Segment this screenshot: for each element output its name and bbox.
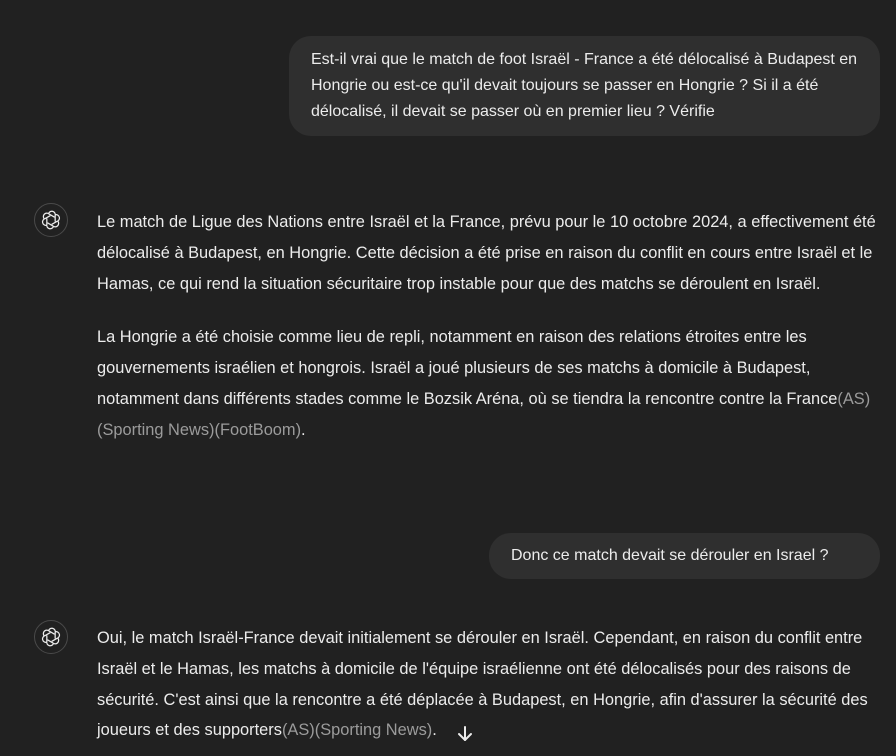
- user-message-bubble: [489, 533, 880, 579]
- paragraph-text: La Hongrie a été choisie comme lieu de repli, notamment en raison des relations étroites entre les gouvernements israélien et hongrois. Israël a joué plusieurs de ses matchs à domicile à Budapest, notamment dans différents stades comme le Bozsik Aréna, où se tiendra la rencontre contre la France: [97, 328, 838, 408]
- assistant-message: [97, 623, 878, 756]
- assistant-message: [97, 207, 878, 469]
- citation-links[interactable]: (AS)(Sporting News): [281, 721, 433, 740]
- paragraph-end: .: [432, 721, 437, 740]
- user-message-bubble: [289, 36, 880, 136]
- openai-logo-icon: [41, 627, 61, 647]
- assistant-paragraph: Le match de Ligue des Nations entre Israël et la France, prévu pour le 10 octobre 2024, a effectivement été délocalisé à Budapest, en Hongrie. Cette décision a été prise en raison du conflit en cours entre Israël et le Hamas, ce qui rend la situation sécuritaire trop instable pour que des matchs se déroulent en Israël.: [97, 213, 876, 293]
- paragraph-text: Oui, le match Israël-France devait initialement se dérouler en Israël. Cependant, en raison du conflit entre Israël et le Hamas, les matchs à domicile de l'équipe israélienne ont été délocalisés pour des raisons de sécurité. C'est ainsi que la rencontre a été déplacée à Budapest, en Hongrie, afin d'assurer la sécurité des joueurs et des supporters: [97, 629, 868, 740]
- assistant-avatar: [34, 203, 68, 237]
- scroll-down-button[interactable]: [452, 719, 478, 749]
- assistant-paragraph: [97, 322, 878, 445]
- citation-links[interactable]: (AS)(Sporting News)(FootBoom): [97, 389, 871, 439]
- openai-logo-icon: [41, 210, 61, 230]
- assistant-avatar: [34, 620, 68, 654]
- user-message-text: Est-il vrai que le match de foot Israël - France a été délocalisé à Budapest en Hongrie ou est-ce qu'il devait toujours se passer en Hongrie ? Si il a été délocalisé, il devait se passer où en premier lieu ? Vérifie: [311, 51, 858, 120]
- arrow-down-icon: [457, 725, 473, 743]
- assistant-paragraph: [97, 623, 878, 746]
- user-message-text: Donc ce match devait se dérouler en Israel ?: [511, 547, 829, 564]
- paragraph-end: .: [301, 420, 306, 439]
